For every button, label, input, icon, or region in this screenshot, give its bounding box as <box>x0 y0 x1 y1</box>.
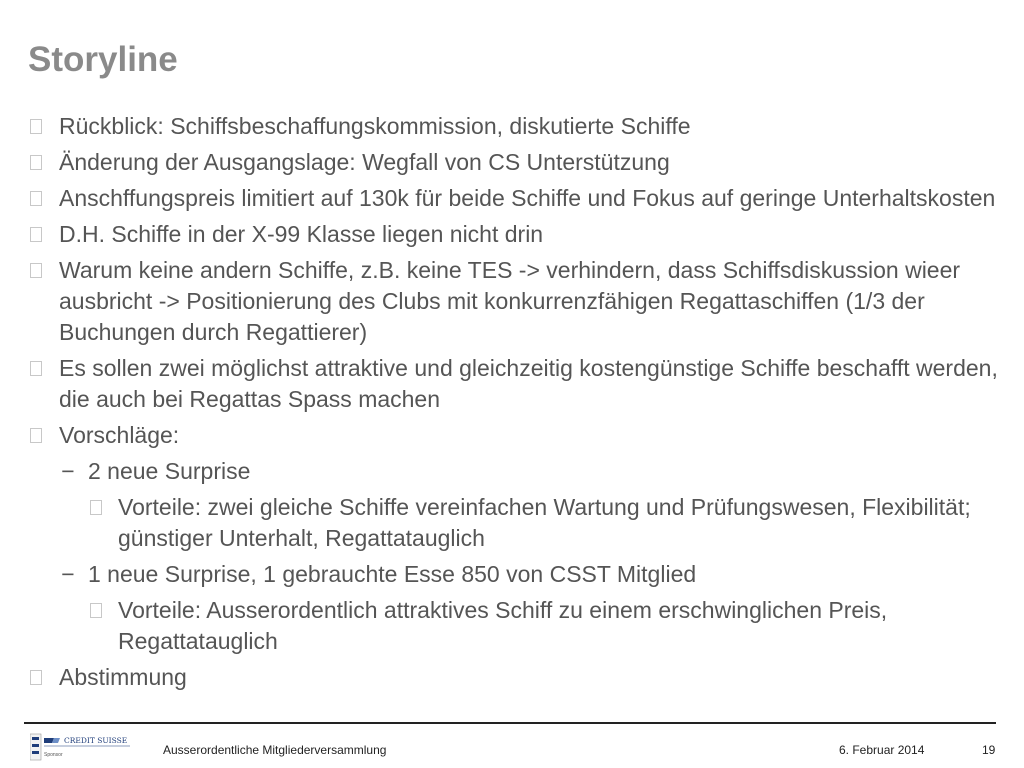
sub-sub-bullet-item <box>28 492 1008 554</box>
logo-sub-text: Sponsor <box>44 752 63 758</box>
bullet-item <box>28 420 1008 451</box>
bullet-text: Vorschläge: <box>59 422 180 448</box>
bullet-text: 1 neue Surprise, 1 gebrauchte Esse 850 von CSST Mitglied <box>88 561 697 587</box>
square-bullet-icon <box>30 428 42 443</box>
bullet-text: Es sollen zwei möglichst attraktive und gleichzeitig kostengünstige Schiffe beschafft werden, die auch bei Regattas Spass machen <box>59 355 998 412</box>
bullet-item <box>28 111 1008 142</box>
slide-title: Storyline <box>28 40 178 79</box>
square-bullet-icon <box>30 263 42 278</box>
bullet-item <box>28 353 1008 415</box>
bullet-text: D.H. Schiffe in der X-99 Klasse liegen nicht drin <box>59 221 544 247</box>
bullet-text: Anschffungspreis limitiert auf 130k für beide Schiffe und Fokus auf geringe Unterhaltskosten <box>59 185 996 211</box>
square-bullet-icon <box>30 155 42 170</box>
bullet-text: Vorteile: Ausserordentlich attraktives Schiff zu einem erschwinglichen Preis, Regattatauglich <box>118 597 888 654</box>
square-bullet-icon <box>30 191 42 206</box>
square-bullet-icon <box>30 119 42 134</box>
bullet-text: 2 neue Surprise <box>88 458 251 484</box>
square-bullet-icon <box>30 227 42 242</box>
credit-suisse-logo <box>30 732 130 762</box>
bullet-item <box>28 662 1008 693</box>
square-bullet-icon <box>90 603 102 618</box>
bullet-text: Änderung der Ausgangslage: Wegfall von CS Unterstützung <box>59 149 670 175</box>
page-number: 19 <box>982 743 996 757</box>
sub-bullet-item <box>28 456 1008 487</box>
bullet-list <box>28 111 1008 698</box>
bullet-item <box>28 183 1008 214</box>
sub-sub-bullet-item <box>28 595 1008 657</box>
footer-date: 6. Februar 2014 <box>839 743 925 757</box>
bullet-text: Rückblick: Schiffsbeschaffungskommission, diskutierte Schiffe <box>59 113 691 139</box>
sub-bullet-item <box>28 559 1008 590</box>
square-bullet-icon <box>90 500 102 515</box>
bullet-text: Vorteile: zwei gleiche Schiffe vereinfachen Wartung und Prüfungswesen, Flexibilität; günstiger Unterhalt, Regattatauglich <box>118 494 971 551</box>
footer-event: Ausserordentliche Mitgliederversammlung <box>163 743 387 757</box>
logo-text: CREDIT SUISSE <box>64 736 128 745</box>
dash-bullet: − <box>61 561 75 587</box>
bullet-text: Abstimmung <box>59 664 187 690</box>
bullet-item <box>28 219 1008 250</box>
square-bullet-icon <box>30 361 42 376</box>
bullet-item <box>28 255 1008 348</box>
footer-divider <box>24 722 996 724</box>
bullet-item <box>28 147 1008 178</box>
square-bullet-icon <box>30 670 42 685</box>
bullet-text: Warum keine andern Schiffe, z.B. keine TES -> verhindern, dass Schiffsdiskussion wieer ausbricht -> Positionierung des Clubs mit konkurrenzfähigen Regattaschiffen (1/3 der Buchungen durch Regattierer) <box>59 257 961 345</box>
dash-bullet: − <box>61 458 75 484</box>
